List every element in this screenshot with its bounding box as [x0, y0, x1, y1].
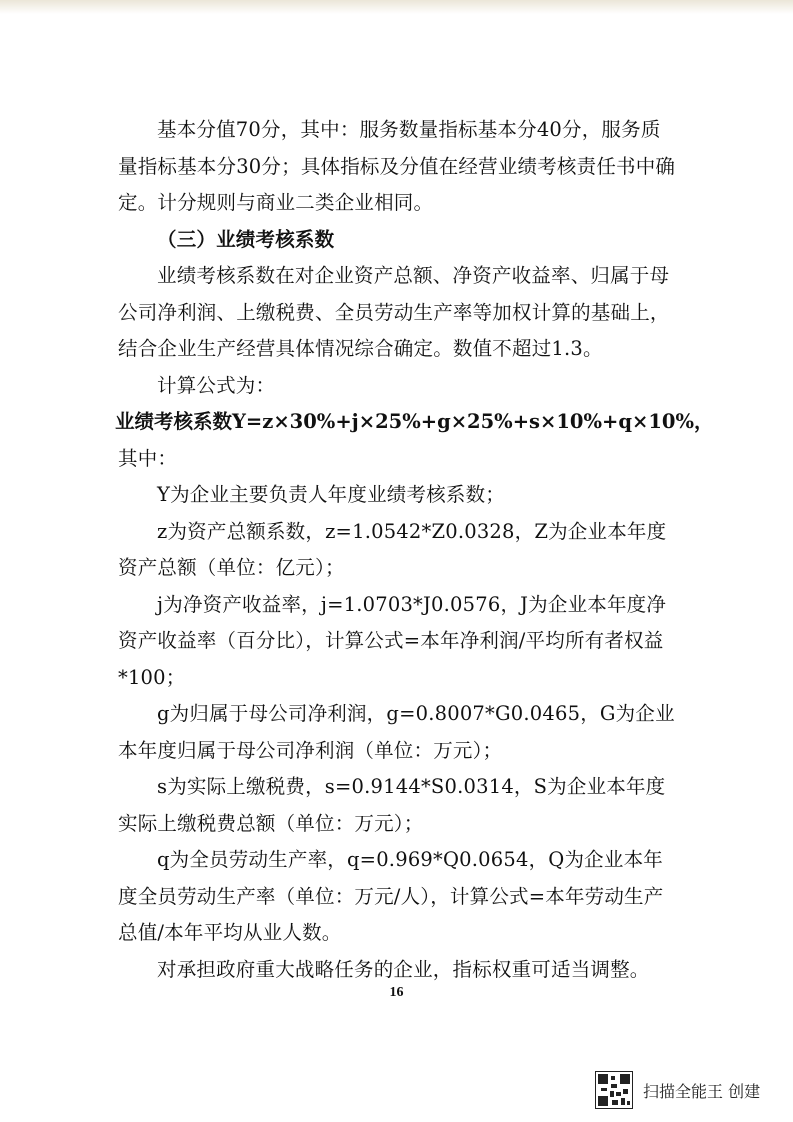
formula-line: 业绩考核系数Y=z×30%+j×25%+g×25%+s×10%+q×10%， [115, 410, 714, 433]
qr-code-icon [595, 1071, 633, 1109]
scan-edge [0, 0, 793, 14]
paragraph-def-z: z为资产总额系数，z=1.0542*Z0.0328，Z为企业本年度资产总额（单位：亿元）； [118, 519, 667, 579]
paragraph-coefficient-intro: 业绩考核系数在对企业资产总额、净资产收益率、归属于母公司净利润、上缴税费、全员劳动生产率等加权计算的基础上，结合企业生产经营具体情况综合确定。数值不超过1.3。 [118, 264, 670, 360]
paragraph-def-y: Y为企业主要负责人年度业绩考核系数； [157, 483, 505, 506]
paragraph-formula-intro: 计算公式为： [157, 373, 276, 397]
page-number: 16 [389, 985, 404, 1000]
paragraph-def-g: g为归属于母公司净利润，g=0.8007*G0.0465，G为企业本年度归属于母公司净利润（单位：万元）； [118, 702, 675, 762]
paragraph-def-j: j为净资产收益率，j=1.0703*J0.0576，J为企业本年度净资产收益率（百分比），计算公式=本年净利润/平均所有者权益*100； [118, 592, 667, 689]
paragraph-weight-adjust: 对承担政府重大战略任务的企业，指标权重可适当调整。 [157, 957, 650, 981]
paragraph-where: 其中： [118, 446, 178, 470]
section-heading: （三）业绩考核系数 [157, 227, 335, 251]
scanner-watermark [595, 1068, 760, 1112]
paragraph-basic-score: 基本分值70分，其中：服务数量指标基本分40分，服务质量指标基本分30分；具体指标及分值在经营业绩考核责任书中确定。计分规则与商业二类企业相同。 [118, 118, 676, 214]
watermark-text: 扫描全能王 创建 [643, 1081, 761, 1101]
paragraph-def-s: s为实际上缴税费，s=0.9144*S0.0314，S为企业本年度实际上缴税费总额（单位：万元）； [118, 775, 666, 835]
paragraph-def-q: q为全员劳动生产率，q=0.969*Q0.0654，Q为企业本年度全员劳动生产率（单位：万元/人），计算公式=本年劳动生产总值/本年平均从业人数。 [118, 848, 664, 944]
document-body [115, 112, 714, 988]
